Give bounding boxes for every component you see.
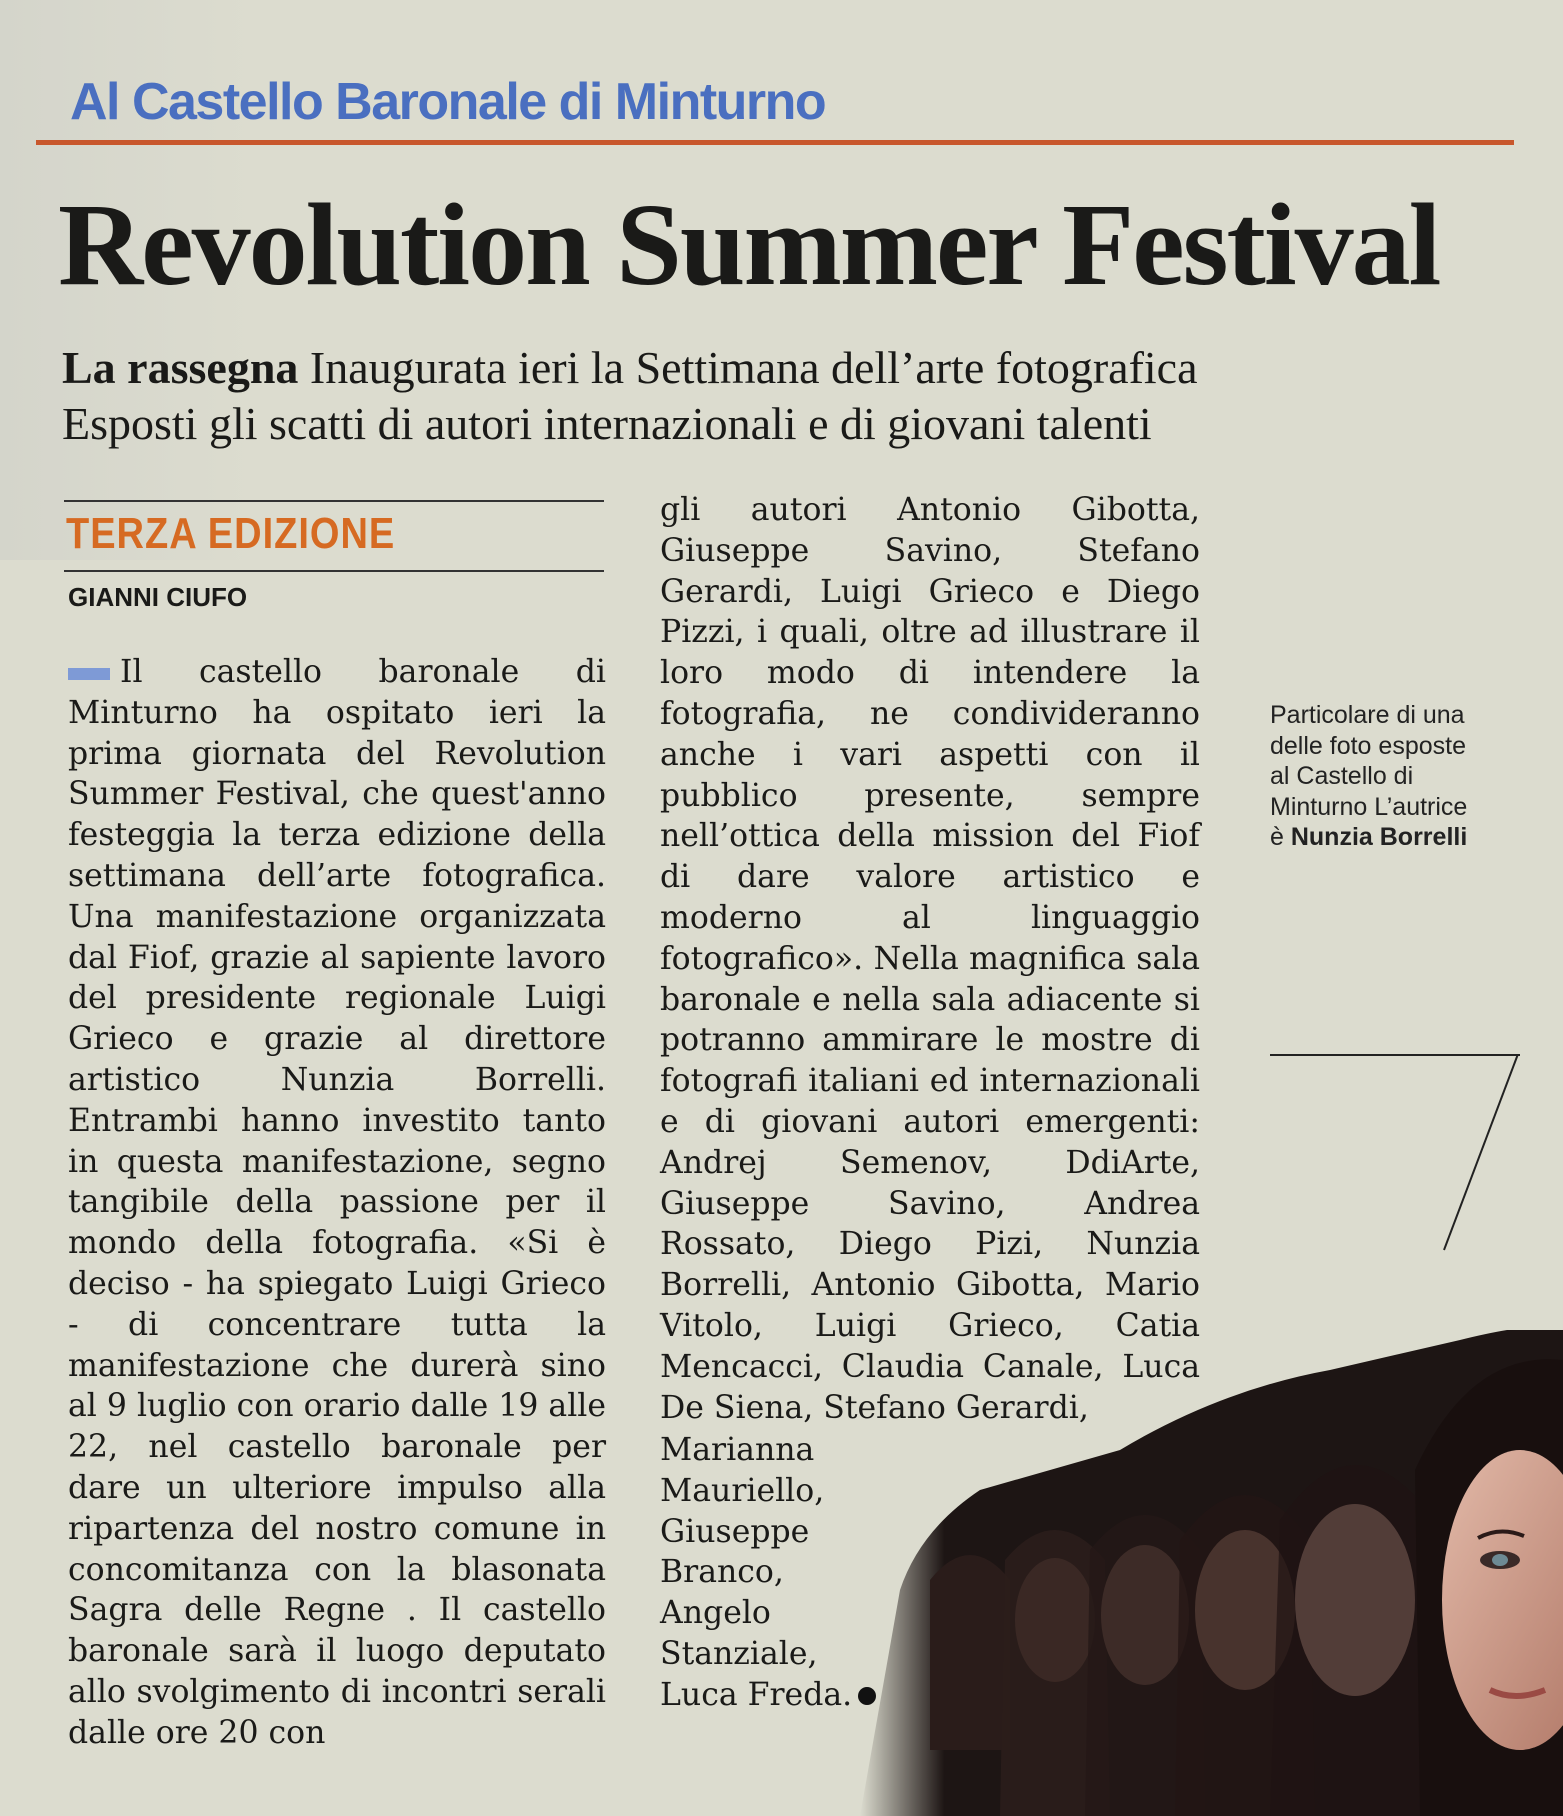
top-rule: [36, 140, 1514, 145]
deck-label: La rassegna: [62, 342, 299, 393]
body-column-2-text: gli autori Antonio Gibotta, Giuseppe Savino, Stefano Gerardi, Luigi Grieco e Diego Pizzi, i quali, oltre ad illustrare il loro modo di intendere la fotografia, ne condivideranno anche i vari aspetti con il pubblico presente, sempre nell’ottica della mission del Fiof di dare valore artistico e moderno al linguaggio fotografico». Nella magnifica sala baronale e nella sala adiacente si potranno ammirare le mostre di fotografi italiani ed internazionali e di giovani autori emergenti: Andrej Semenov, DdiArte, Giuseppe Savino, Andrea Rossato, Diego Pizi, Nunzia Borrelli, Antonio Gibotta, Mario Vitolo, Luigi Grieco, Catia Mencacci, Claudia Canale, Luca De Siena, Stefano Gerardi,: [660, 492, 1200, 1426]
kicker: Al Castello Baronale di Minturno: [70, 73, 826, 131]
body-column-2: [660, 490, 1200, 1428]
deck-line-2: Esposti gli scatti di autori internazionali e di giovani talenti: [62, 398, 1152, 449]
body-column-2-tail-text: Marianna Mauriello, Giuseppe Branco, Angelo Stanziale, Luca Freda.: [660, 1432, 853, 1713]
body-column-1: [68, 652, 606, 1754]
caption-text: Particolare di una delle foto esposte al Castello di Minturno L’autrice è: [1270, 701, 1468, 851]
deck-line-1: [62, 340, 1482, 396]
body-column-2-tail: [660, 1430, 880, 1716]
photo-women-portraits: [860, 1330, 1563, 1816]
deck-text-1: Inaugurata ieri la Settimana dell’arte fotografica: [309, 342, 1198, 393]
body-column-1-text: Il castello baronale di Minturno ha ospitato ieri la prima giornata del Revolution Summer Festival, che quest'anno festeggia la terza edizione della settimana dell’arte fotografica. Una manifestazione organizzata dal Fiof, grazie al sapiente lavoro del presidente regionale Luigi Grieco e grazie al direttore artistico Nunzia Borrelli. Entrambi hanno investito tanto in questa manifestazione, segno tangibile della passione per il mondo della fotografia. «Si è deciso - ha spiegato Luigi Grieco - di concentrare tutta la manifestazione che durerà sino al 9 luglio con orario dalle 19 alle 22, nel castello baronale per dare un ulteriore impulso alla ripartenza del nostro comune in concomitanza con la blasonata Sagra delle Regne . Il castello baronale sarà il luogo deputato allo svolgimento di incontri serali dalle ore 20 con: [68, 654, 606, 1751]
byline: GIANNI CIUFO: [68, 582, 248, 612]
lead-marker-icon: [68, 668, 110, 680]
portrait-face-1: [930, 1555, 1010, 1750]
caption-author: Nunzia Borrelli: [1290, 823, 1468, 851]
caption-pointer: [1440, 1054, 1520, 1254]
headline: Revolution Summer Festival: [58, 179, 1440, 310]
deck: [62, 340, 1482, 452]
section-rule-bottom: [64, 570, 604, 572]
section-rule-top: [64, 500, 604, 502]
photo-caption: [1270, 700, 1470, 853]
section-label: TERZA EDIZIONE: [66, 510, 396, 559]
